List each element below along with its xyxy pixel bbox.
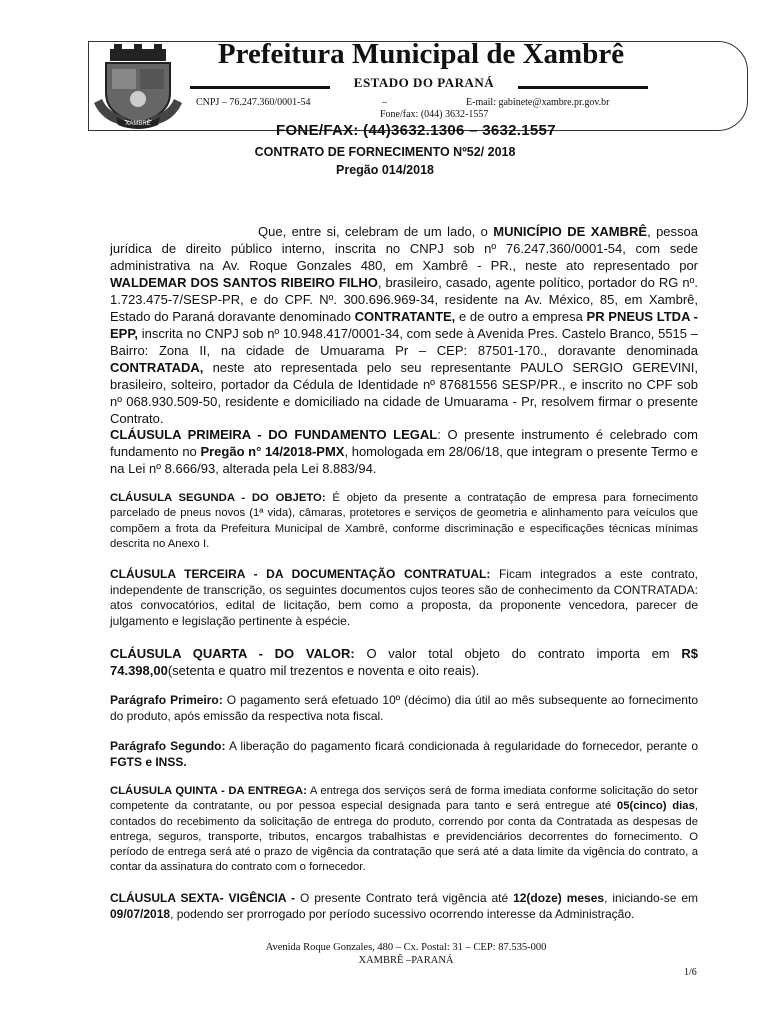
text-run: (setenta e quatro mil trezentos e noventa e oito reais). (167, 663, 480, 678)
bold-text: MUNICÍPIO DE XAMBRÊ (493, 224, 648, 239)
bold-text: PR PNEUS LTDA - EPP, (110, 309, 698, 341)
bold-text: CONTRATANTE, (354, 309, 456, 324)
bold-text: CLÁUSULA QUINTA - DA ENTREGA: (110, 785, 307, 797)
clause-fourth-paragraph (110, 645, 698, 679)
text-run: Que, entre si, celebram de um lado, o (258, 224, 494, 239)
bold-text: CLÁUSULA SEXTA- VIGÊNCIA - (110, 891, 296, 905)
text-run: , iniciando-se em (604, 891, 698, 905)
phone-fax-large: FONE/FAX: (44)3632.1306 – 3632.1557 (276, 122, 556, 139)
text-run: , contados do recebimento da solicitação de entrega do produto, correndo por conta da Contratada as despesas de entrega, seguros, transporte, tributos, encargos trabalhistas e previdenciários decorrentes do fornecimento. O período de entrega será até o prazo de vigência da contratação que será até a data limite da vigência do contrato, a contar da assinatura do contrato com o fornecedor. (110, 800, 698, 874)
text-run: e de outro a empresa (455, 309, 587, 324)
bold-text: CLÁUSULA TERCEIRA - DA DOCUMENTAÇÃO CONTRATUAL: (110, 567, 491, 581)
bold-text: CLÁUSULA SEGUNDA - DO OBJETO: (110, 492, 326, 504)
bold-text: Parágrafo Primeiro: (110, 693, 223, 707)
clause-fifth-paragraph (110, 784, 698, 876)
cnpj-text: CNPJ – 76.247.360/0001-54 (196, 97, 311, 108)
bold-text: 12(doze) meses (513, 891, 605, 905)
bold-text: 09/07/2018 (110, 906, 171, 921)
clause-second-paragraph (110, 491, 698, 552)
text-run: O presente Contrato terá vigência até (295, 891, 514, 905)
paragraph-first (110, 693, 698, 724)
clause-third-paragraph (110, 567, 698, 629)
page-number: 1/6 (684, 967, 697, 978)
clause-sixth-paragraph (110, 891, 698, 922)
bold-text: WALDEMAR DOS SANTOS RIBEIRO FILHO (110, 275, 378, 290)
email-text: E-mail: gabinete@xambre.pr.gov.br (466, 97, 610, 108)
text-run: O valor total objeto do contrato importa em (354, 646, 682, 661)
text-run: O pagamento será efetuado 10º (décimo) dia útil ao mês subsequente ao fornecimento do produto, após emissão da respectiva nota fiscal. (110, 693, 698, 723)
text-run: , homologada em 28/06/18, que integram o presente Termo e na Lei nº 8.666/93, alterada pela Lei 8.883/94. (110, 444, 698, 476)
bold-text: FGTS e INSS. (110, 754, 187, 769)
bold-text: Parágrafo Segundo: (110, 739, 226, 753)
footer-address: Avenida Roque Gonzales, 480 – Cx. Postal: 31 – CEP: 87.535-000 (265, 942, 547, 953)
pregao-number: Pregão 014/2018 (336, 163, 434, 177)
text-run: , podendo ser prorrogado por período sucessivo ocorrendo interesse da Administração. (170, 906, 635, 921)
municipality-title: Prefeitura Municipal de Xambrê (217, 38, 625, 70)
text-run: : O presente instrumento é celebrado com fundamento no (110, 427, 698, 459)
paragraph-second (110, 739, 698, 770)
crest-banner-text: XAMBRÊ (125, 121, 151, 127)
bold-text: CLÁUSULA QUARTA - DO VALOR: (110, 646, 355, 661)
footer-city: XAMBRÊ –PARANÁ (358, 955, 454, 966)
bold-text: R$ 74.398,00 (110, 646, 698, 678)
title-rule-left (190, 86, 330, 89)
clause-first-paragraph (110, 426, 698, 477)
bold-text: 05(cinco) dias (616, 800, 695, 813)
contract-title: CONTRATO DE FORNECIMENTO Nº52/ 2018 (254, 145, 516, 159)
text-run: , brasileiro, casado, agente político, portador do RG nº. 1.723.475-7/SESP-PR, e do CPF. Nº. 300.696.969-34, residente na Av. México, 85, em Xambrê, Estado do Paraná doravante denominado (110, 275, 698, 324)
text-run: , pessoa jurídica de direito público interno, inscrita no CNPJ sob nº 76.247.360/0001-54, com sede administrativa na Av. Roque Gonzales 480, em Xambrê - PR., neste ato representado por (110, 224, 698, 273)
state-name: ESTADO DO PARANÁ (353, 75, 495, 90)
text-run: neste ato representada pelo seu representante PAULO SERGIO GEREVINI, brasileiro, solteiro, portador da Cédula de Identidade nº 87681556 SESP/PR., e inscrito no CPF sob nº 068.930.509-50, residente e domiciliado na cidade de Umuarama - Pr, resolvem firmar o presente Contrato. (110, 360, 698, 426)
title-rule-right (518, 86, 648, 89)
bold-text: CONTRATADA, (110, 360, 204, 375)
header-separator: – (382, 97, 387, 108)
text-run: A entrega dos serviços será de forma imediata conforme solicitação do setor competente da contratante, ou por pessoa especial designada para tanto e será entregue até (110, 785, 699, 813)
bold-text: Pregão n° 14/2018-PMX (200, 444, 345, 459)
text-run: É objeto da presente a contratação de empresa para fornecimento parcelado de pneus novos (1ª vida), câmaras, protetores e serviços de geometria e alinhamento para veículos que compõem a frota da Prefeitura Municipal de Xambrê, conforme discriminação e especificações técnicas mínimas descrita no Anexo I. (110, 492, 698, 550)
text-run: A liberação do pagamento ficará condicionada à regularidade do fornecedor, perante o (225, 739, 698, 753)
text-run: inscrita no CNPJ sob nº 10.948.417/0001-34, com sede à Avenida Pres. Castelo Branco, 5515 – Bairro: Zona II, na cidade de Umuarama Pr – CEP: 87501-170., doravante denominada (110, 326, 698, 358)
phone-fax-small: Fone/fax: (044) 3632-1557 (380, 109, 489, 120)
bold-text: CLÁUSULA PRIMEIRA - DO FUNDAMENTO LEGAL (110, 427, 438, 442)
municipal-crest-icon (92, 43, 184, 129)
preamble-paragraph (110, 223, 698, 427)
text-run: Ficam integrados a este contrato, independente de transcrição, os seguintes documentos cujos teores são de conhecimento da CONTRATADA: atos convocatórios, edital de licitação, bem como a proposta, da proponente vencedora, parecer de julgamento e legislação pertinente à espécie. (110, 567, 698, 628)
